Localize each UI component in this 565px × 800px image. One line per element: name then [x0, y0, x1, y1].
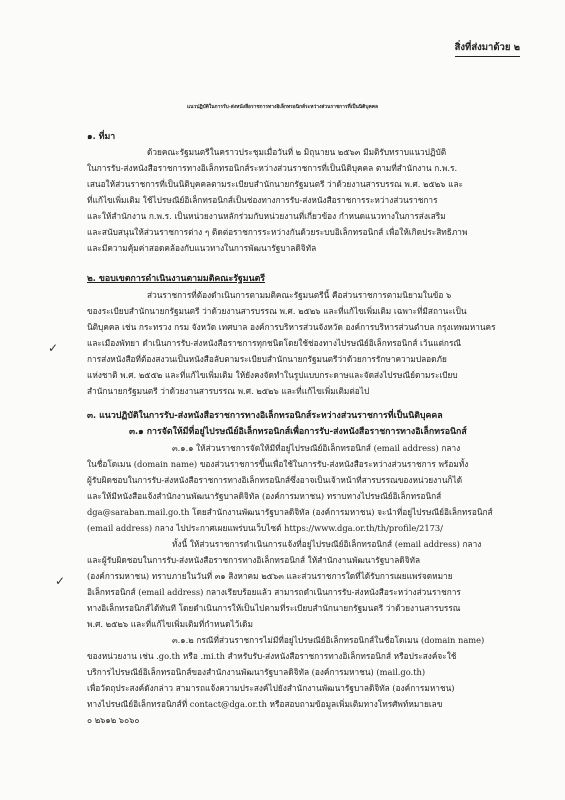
section-1-line: ในการรับ-ส่งหนังสือราชการทางอิเล็กทรอนิกส์ระหว่างส่วนราชการที่เป็นนิติบุคคล ตามที่สำนักงาน ก.พ.ร. — [87, 163, 458, 173]
section-3-1-2-line: ของหน่วยงาน เช่น .go.th หรือ .mi.th สำหรับรับ-ส่งหนังสือราชการทางอิเล็กทรอนิกส์ หรือประสงค์จะใช้ — [87, 651, 457, 661]
section-3-1-1-line: (องค์การมหาชน) ทราบภายในวันที่ ๓๑ สิงหาคม ๒๕๖๓ และส่วนราชการใดที่ได้รับการเผยแพร่จดหมาย — [87, 571, 453, 581]
section-3-1-1-line: ทางอิเล็กทรอนิกส์ได้ทันที โดยดำเนินการให้เป็นไปตามที่ระเบียบสำนักนายกรัฐมนตรี ว่าด้วยงานสารบรรณ — [87, 603, 461, 613]
section-2-line: นิติบุคคล เช่น กระทรวง กรม จังหวัด เทศบาล องค์การบริหารส่วนจังหวัด องค์การบริหารส่วนตำบล กรุงเทพมหานคร — [87, 322, 496, 332]
section-3-1-1-line: dga@saraban.mail.go.th โดยสำนักงานพัฒนารัฐบาลดิจิทัล (องค์การมหาชน) จะนำที่อยู่ไปรษณีย์อิเล็กทรอนิกส์ — [87, 507, 493, 517]
section-3-1-2-line: เพื่อวัตถุประสงค์ดังกล่าว สามารถแจ้งความประสงค์ไปยังสำนักงานพัฒนารัฐบาลดิจิทัล (องค์การมหาชน) — [87, 683, 455, 693]
section-2-line: และเมืองพัทยา ดำเนินการรับ-ส่งหนังสือราชการทุกชนิดโดยใช้ช่องทางไปรษณีย์อิเล็กทรอนิกส์ เว้นแต่กรณี — [87, 338, 462, 348]
section-3-1-heading: ๓.๑ การจัดให้มีที่อยู่ไปรษณีย์อิเล็กทรอนิกส์เพื่อการรับ-ส่งหนังสือราชการทางอิเล็กทรอนิกส์ — [129, 427, 467, 437]
section-1-line: และมีความคุ้มค่าสอดคล้องกับแนวทางในการพัฒนารัฐบาลดิจิทัล — [87, 243, 317, 253]
handwritten-check-mark: ✓ — [48, 341, 59, 355]
section-1-line: ด้วยคณะรัฐมนตรีในคราวประชุมเมื่อวันที่ ๒ มิถุนายน ๒๕๖๓ มีมติรับทราบแนวปฏิบัติ — [147, 147, 447, 157]
section-2-line: การส่งหนังสือที่ต้องสงวนเป็นหนังสือลับตามระเบียบสำนักนายกรัฐมนตรีว่าด้วยการรักษาความปลอดภัย — [87, 354, 447, 364]
section-3-1-2-line: ๓.๑.๒ กรณีที่ส่วนราชการไม่มีที่อยู่ไปรษณีย์อิเล็กทรอนิกส์ในชื่อโดเมน (domain name) — [172, 635, 485, 645]
section-1-line: ที่แก้ไขเพิ่มเติม ใช้ไปรษณีย์อิเล็กทรอนิกส์เป็นช่องทางการรับ-ส่งหนังสือราชการระหว่างส่วนราชการ — [87, 195, 438, 205]
section-2-line: ส่วนราชการที่ต้องดำเนินการตามมติคณะรัฐมนตรีนี้ คือส่วนราชการตามนิยามในข้อ ๖ — [147, 290, 452, 300]
section-1-line: และให้สำนักงาน ก.พ.ร. เป็นหน่วยงานหลักร่วมกับหน่วยงานที่เกี่ยวข้อง กำหนดแนวทางในการส่งเสริม — [87, 211, 446, 221]
section-2-line: สำนักนายกรัฐมนตรี ว่าด้วยงานสารบรรณ พ.ศ. ๒๕๒๖ และที่แก้ไขเพิ่มเติมต่อไป — [87, 386, 370, 396]
section-3-1-1-line: อิเล็กทรอนิกส์ (email address) กลางเรียบร้อยแล้ว สามารถดำเนินการรับ-ส่งหนังสือระหว่างส่วนราชการ — [87, 587, 461, 597]
section-1-line: เสนอให้ส่วนราชการที่เป็นนิติบุคคลตามระเบียบสำนักนายกรัฐมนตรี ว่าด้วยงานสารบรรณ พ.ศ. ๒๕๒๖ และ — [87, 179, 464, 189]
section-2-line: ของระเบียบสำนักนายกรัฐมนตรี ว่าด้วยงานสารบรรณ พ.ศ. ๒๕๒๖ และที่แก้ไขเพิ่มเติม เฉพาะที่มีสถานะเป็น — [87, 306, 467, 316]
section-3-1-2-line: ๐ ๒๖๑๒ ๖๐๖๐ — [87, 715, 140, 725]
section-3-1-1-line: ๓.๑.๑ ให้ส่วนราชการจัดให้มีที่อยู่ไปรษณีย์อิเล็กทรอนิกส์ (email address) กลาง — [172, 443, 461, 453]
section-3-1-1-line: ในชื่อโดเมน (domain name) ของส่วนราชการขึ้นเพื่อใช้ในการรับ-ส่งหนังสือระหว่างส่วนราชการ พร้อมทั้ง — [87, 459, 469, 469]
handwritten-check-mark: ✓ — [55, 574, 66, 588]
section-3-1-2-line: บริการไปรษณีย์อิเล็กทรอนิกส์ของสำนักงานพัฒนารัฐบาลดิจิทัล (องค์การมหาชน) (mail.go.th) — [87, 667, 426, 677]
section-3-1-1-line: พ.ศ. ๒๕๒๖ และที่แก้ไขเพิ่มเติมที่กำหนดไว้เดิม — [87, 619, 254, 629]
section-3-heading: ๓. แนวปฏิบัติในการรับ-ส่งหนังสือราชการทางอิเล็กทรอนิกส์ระหว่างส่วนราชการที่เป็นนิติบุคคล — [87, 411, 443, 421]
section-2-heading: ๒. ขอบเขตการดำเนินงานตามมติคณะรัฐมนตรี — [87, 274, 266, 284]
attachment-label: สิ่งที่ส่งมาด้วย ๒ — [455, 40, 520, 57]
document-title: แนวปฏิบัติในการรับ-ส่งหนังสือราชการทางอิเล็กทรอนิกส์ระหว่างส่วนราชการที่เป็นนิติบุคคล — [187, 104, 378, 110]
section-3-1-1-line: ทั้งนี้ ให้ส่วนราชการดำเนินการแจ้งที่อยู่ไปรษณีย์อิเล็กทรอนิกส์ (email address) กลาง — [172, 539, 482, 549]
section-2-line: แห่งชาติ พ.ศ. ๒๕๕๒ และที่แก้ไขเพิ่มเติม ให้ยังคงจัดทำในรูปแบบกระดาษและจัดส่งไปรษณีย์ตามระเบียบ — [87, 370, 458, 380]
section-3-1-1-line: (email address) กลาง ไปประกาศเผยแพร่บนเว็บไซต์ https://www.dga.or.th/th/profile/2173/ — [87, 523, 443, 533]
section-3-1-1-line: และผู้รับผิดชอบในการรับ-ส่งหนังสือราชการทางอิเล็กทรอนิกส์ ให้สำนักงานพัฒนารัฐบาลดิจิทัล — [87, 555, 421, 565]
section-1-heading: ๑. ที่มา — [87, 132, 116, 142]
section-1-line: และสนับสนุนให้ส่วนราชการต่าง ๆ ติดต่อราชการระหว่างกันด้วยระบบอิเล็กทรอนิกส์ เพื่อให้เกิดประสิทธิภาพ — [87, 227, 468, 237]
section-3-1-1-line: และให้มีหนังสือแจ้งสำนักงานพัฒนารัฐบาลดิจิทัล (องค์การมหาชน) ทราบทางไปรษณีย์อิเล็กทรอนิกส์ — [87, 491, 442, 501]
section-3-1-2-line: ทางไปรษณีย์อิเล็กทรอนิกส์ที่ contact@dga.or.th หรือสอบถามข้อมูลเพิ่มเติมทางโทรศัพท์หมายเลข — [87, 699, 443, 709]
section-3-1-1-line: ผู้รับผิดชอบในการรับ-ส่งหนังสือราชการทางอิเล็กทรอนิกส์ซึ่งอาจเป็นเจ้าหน้าที่สารบรรณของหน่วยงานก็ได้ — [87, 475, 463, 485]
